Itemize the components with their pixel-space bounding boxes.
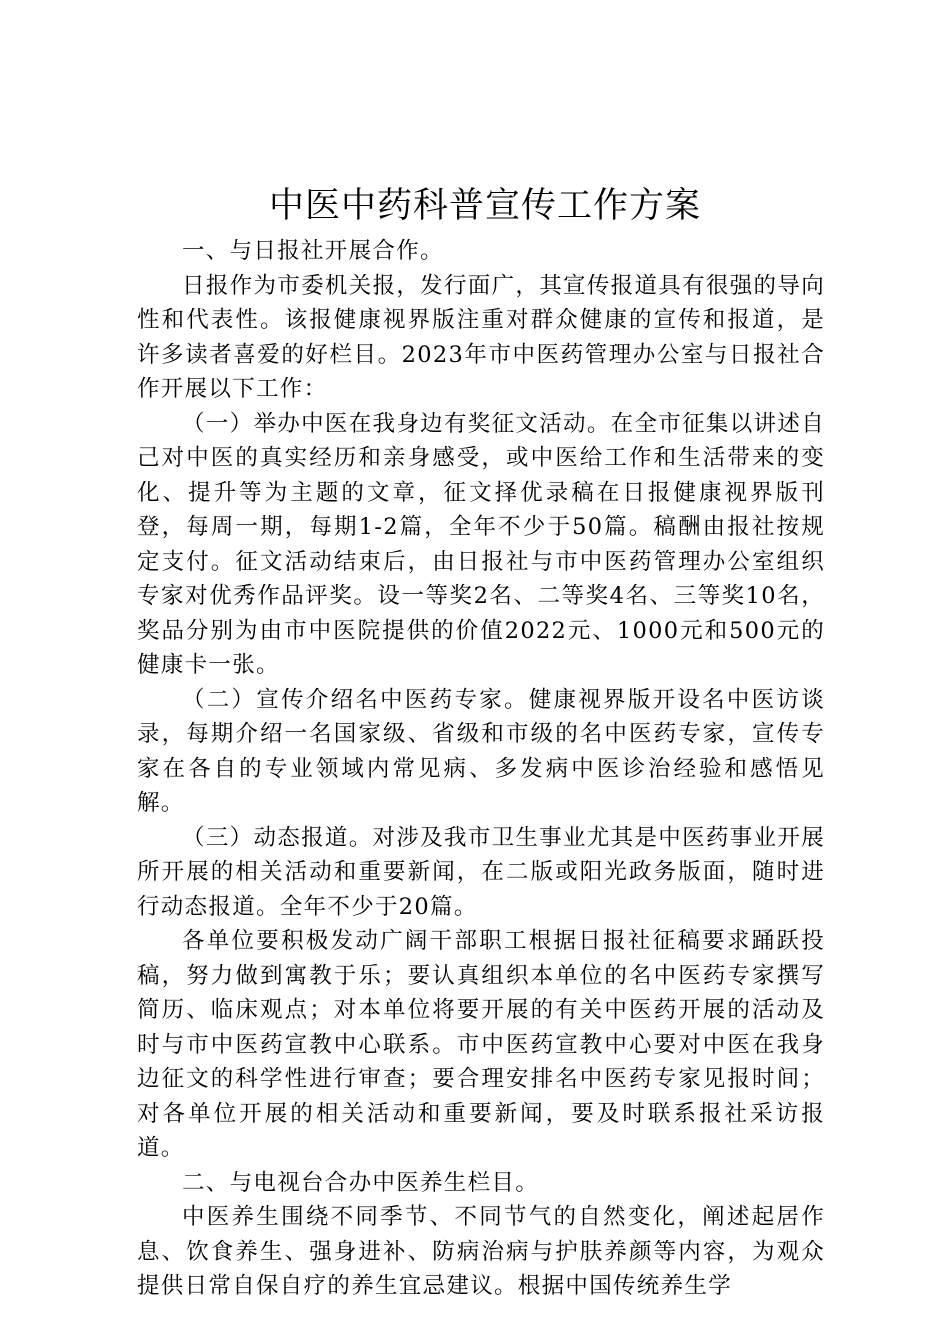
paragraph-item-2: （二）宣传介绍名中医药专家。健康视界版开设名中医访谈录，每期介绍一名国家级、省级和市级的名中医药专家，宣传专家在各自的专业领域内常见病、多发病中医诊治经验和感悟见解。 xyxy=(137,686,825,816)
document-title: 中医中药科普宣传工作方案 xyxy=(268,186,701,226)
paragraph-tv-program: 中医养生围绕不同季节、不同节气的自然变化，阐述起居作息、饮食养生、强身进补、防病治病与护肤养颜等内容，为观众提供日常自保自疗的养生宜忌建议。根据中国传统养生学 xyxy=(137,1204,825,1299)
paragraph-requirements: 各单位要积极发动广阔干部职工根据日报社征稿要求踊跃投稿，努力做到寓教于乐；要认真组织本单位的名中医药专家撰写简历、临床观点；对本单位将要开展的有关中医药开展的活动及时与市中医药宣教中心联系。市中医药宣教中心要对中医在我身边征文的科学性进行审查；要合理安排名中医药专家见报时间；对各单位开展的相关活动和重要新闻，要及时联系报社采访报道。 xyxy=(137,928,825,1161)
paragraph-item-3: （三）动态报道。对涉及我市卫生事业尤其是中医药事业开展所开展的相关活动和重要新闻，在二版或阳光政务版面，随时进行动态报道。全年不少于20篇。 xyxy=(137,824,825,920)
document-page xyxy=(137,178,825,1304)
paragraph-item-1: （一）举办中医在我身边有奖征文活动。在全市征集以讲述自己对中医的真实经历和亲身感受，或中医给工作和生活带来的变化、提升等为主题的文章，征文择优录稿在日报健康视界版刊登，每周一期，每期1-2篇，全年不少于50篇。稿酬由报社按规定支付。征文活动结束后，由日报社与市中医药管理办公室组织专家对优秀作品评奖。设一等奖2名、二等奖4名、三等奖10名，奖品分别为由市中医院提供的价值2022元、1000元和500元的健康卡一张。 xyxy=(137,410,825,678)
section-heading-1: 一、与日报社开展合作。 xyxy=(182,238,444,264)
section-heading-2: 二、与电视台合办中医养生栏目。 xyxy=(182,1169,540,1196)
paragraph-intro: 日报作为市委机关报，发行面广，其宣传报道具有很强的导向性和代表性。该报健康视界版注重对群众健康的宣传和报道，是许多读者喜爱的好栏目。2023年市中医药管理办公室与日报社合作开展以下工作： xyxy=(137,272,825,402)
